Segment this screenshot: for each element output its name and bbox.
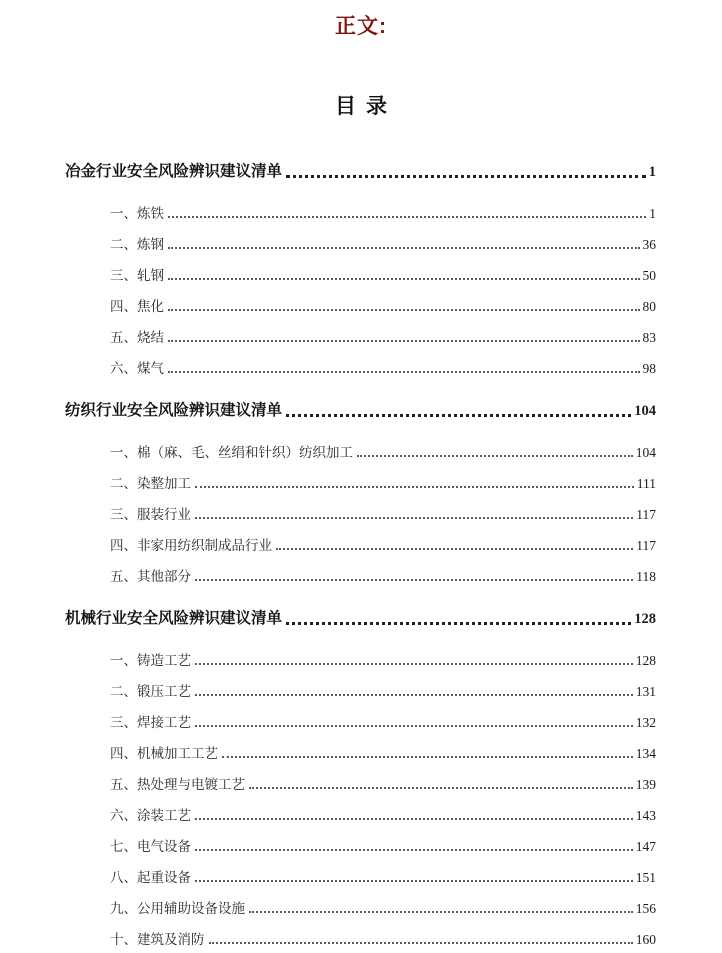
toc-page-number: 117 bbox=[636, 506, 656, 522]
toc-dot-leader bbox=[195, 694, 633, 696]
toc-title: 目录 bbox=[335, 94, 397, 118]
toc-section bbox=[65, 603, 656, 953]
toc-dot-leader bbox=[249, 787, 633, 789]
toc-page-number: 1 bbox=[648, 164, 656, 180]
toc-section-title: 纺织行业安全风险辨识建议清单 bbox=[65, 402, 283, 419]
toc-dot-leader bbox=[195, 486, 634, 488]
toc-page-number: 80 bbox=[642, 298, 656, 314]
toc-page-number: 117 bbox=[636, 537, 656, 553]
toc-dot-leader bbox=[222, 756, 633, 758]
toc-dot-leader bbox=[249, 911, 633, 913]
toc-item-label: 六、煤气 bbox=[110, 360, 164, 376]
toc-dot-leader bbox=[286, 175, 646, 178]
toc-dot-leader bbox=[286, 622, 631, 625]
toc-page-number: 156 bbox=[635, 900, 656, 916]
toc-page-number: 151 bbox=[635, 869, 656, 885]
toc-dot-leader bbox=[276, 548, 633, 550]
toc-dot-leader bbox=[357, 455, 633, 457]
toc-entry[interactable] bbox=[65, 258, 656, 289]
toc-entry[interactable] bbox=[65, 435, 656, 466]
toc-entry[interactable] bbox=[65, 320, 656, 351]
toc-page-number: 111 bbox=[636, 475, 656, 491]
toc-dot-leader bbox=[286, 414, 631, 417]
toc-page-number: 160 bbox=[635, 931, 656, 947]
toc-section-title: 机械行业安全风险辨识建议清单 bbox=[65, 610, 283, 627]
toc-entry[interactable] bbox=[65, 674, 656, 705]
toc-page-number: 131 bbox=[635, 683, 656, 699]
toc-item-label: 九、公用辅助设备设施 bbox=[110, 900, 245, 916]
toc-entry[interactable] bbox=[65, 767, 656, 798]
toc-section-title: 冶金行业安全风险辨识建议清单 bbox=[65, 163, 283, 180]
toc-item-label: 三、焊接工艺 bbox=[110, 714, 191, 730]
toc-item-label: 五、烧结 bbox=[110, 329, 164, 345]
body-section-label: 正文: bbox=[335, 15, 387, 38]
toc-page-number: 98 bbox=[642, 360, 656, 376]
toc-page-number: 1 bbox=[649, 205, 656, 221]
toc-item-label: 四、机械加工工艺 bbox=[110, 745, 218, 761]
toc-dot-leader bbox=[195, 880, 633, 882]
toc-page-number: 134 bbox=[635, 745, 656, 761]
toc-item-label: 十、建筑及消防 bbox=[110, 931, 205, 947]
toc-page-number: 50 bbox=[642, 267, 656, 283]
toc-item-label: 一、铸造工艺 bbox=[110, 652, 191, 668]
toc-item-label: 三、服装行业 bbox=[110, 506, 191, 522]
toc-entry[interactable] bbox=[65, 559, 656, 590]
toc-dot-leader bbox=[195, 849, 633, 851]
toc-page-number: 128 bbox=[634, 611, 656, 627]
toc-entry[interactable] bbox=[65, 736, 656, 767]
toc-item-label: 二、染整加工 bbox=[110, 475, 191, 491]
toc-item-label: 一、棉（麻、毛、丝绢和针织）纺织加工 bbox=[110, 444, 353, 460]
table-of-contents bbox=[65, 156, 656, 953]
toc-item-label: 六、涂装工艺 bbox=[110, 807, 191, 823]
toc-section-heading[interactable] bbox=[65, 395, 656, 435]
toc-item-label: 三、轧钢 bbox=[110, 267, 164, 283]
toc-dot-leader bbox=[168, 309, 640, 311]
toc-section-heading[interactable] bbox=[65, 603, 656, 643]
toc-dot-leader bbox=[195, 517, 633, 519]
toc-item-label: 二、锻压工艺 bbox=[110, 683, 191, 699]
toc-item-label: 一、炼铁 bbox=[110, 205, 164, 221]
toc-item-label: 八、起重设备 bbox=[110, 869, 191, 885]
toc-section bbox=[65, 156, 656, 382]
toc-page-number: 118 bbox=[636, 568, 656, 584]
toc-page-number: 36 bbox=[642, 236, 656, 252]
toc-dot-leader bbox=[168, 247, 640, 249]
toc-entry[interactable] bbox=[65, 891, 656, 922]
toc-page-number: 128 bbox=[635, 652, 656, 668]
toc-entry[interactable] bbox=[65, 196, 656, 227]
toc-entry[interactable] bbox=[65, 227, 656, 258]
toc-entry[interactable] bbox=[65, 705, 656, 736]
toc-dot-leader bbox=[195, 579, 633, 581]
toc-entry[interactable] bbox=[65, 860, 656, 891]
toc-item-label: 四、非家用纺织制成品行业 bbox=[110, 537, 272, 553]
toc-entry[interactable] bbox=[65, 497, 656, 528]
toc-item-label: 五、其他部分 bbox=[110, 568, 191, 584]
toc-dot-leader bbox=[195, 725, 633, 727]
toc-entry[interactable] bbox=[65, 922, 656, 953]
toc-item-label: 二、炼钢 bbox=[110, 236, 164, 252]
toc-dot-leader bbox=[168, 278, 640, 280]
toc-item-label: 七、电气设备 bbox=[110, 838, 191, 854]
toc-section-heading[interactable] bbox=[65, 156, 656, 196]
toc-entry[interactable] bbox=[65, 466, 656, 497]
toc-entry[interactable] bbox=[65, 528, 656, 559]
toc-entry[interactable] bbox=[65, 643, 656, 674]
toc-page-number: 132 bbox=[635, 714, 656, 730]
toc-dot-leader bbox=[168, 371, 640, 373]
toc-page-number: 83 bbox=[642, 329, 656, 345]
toc-entry[interactable] bbox=[65, 289, 656, 320]
toc-entry[interactable] bbox=[65, 829, 656, 860]
toc-entry[interactable] bbox=[65, 351, 656, 382]
toc-page-number: 104 bbox=[635, 444, 656, 460]
toc-section bbox=[65, 395, 656, 590]
toc-page-number: 139 bbox=[635, 776, 656, 792]
toc-page-number: 104 bbox=[634, 403, 656, 419]
toc-item-label: 五、热处理与电镀工艺 bbox=[110, 776, 245, 792]
toc-page-number: 147 bbox=[635, 838, 656, 854]
toc-dot-leader bbox=[195, 663, 633, 665]
toc-dot-leader bbox=[209, 942, 633, 944]
toc-dot-leader bbox=[168, 340, 640, 342]
toc-entry[interactable] bbox=[65, 798, 656, 829]
toc-page-number: 143 bbox=[635, 807, 656, 823]
toc-dot-leader bbox=[168, 216, 646, 218]
toc-item-label: 四、焦化 bbox=[110, 298, 164, 314]
